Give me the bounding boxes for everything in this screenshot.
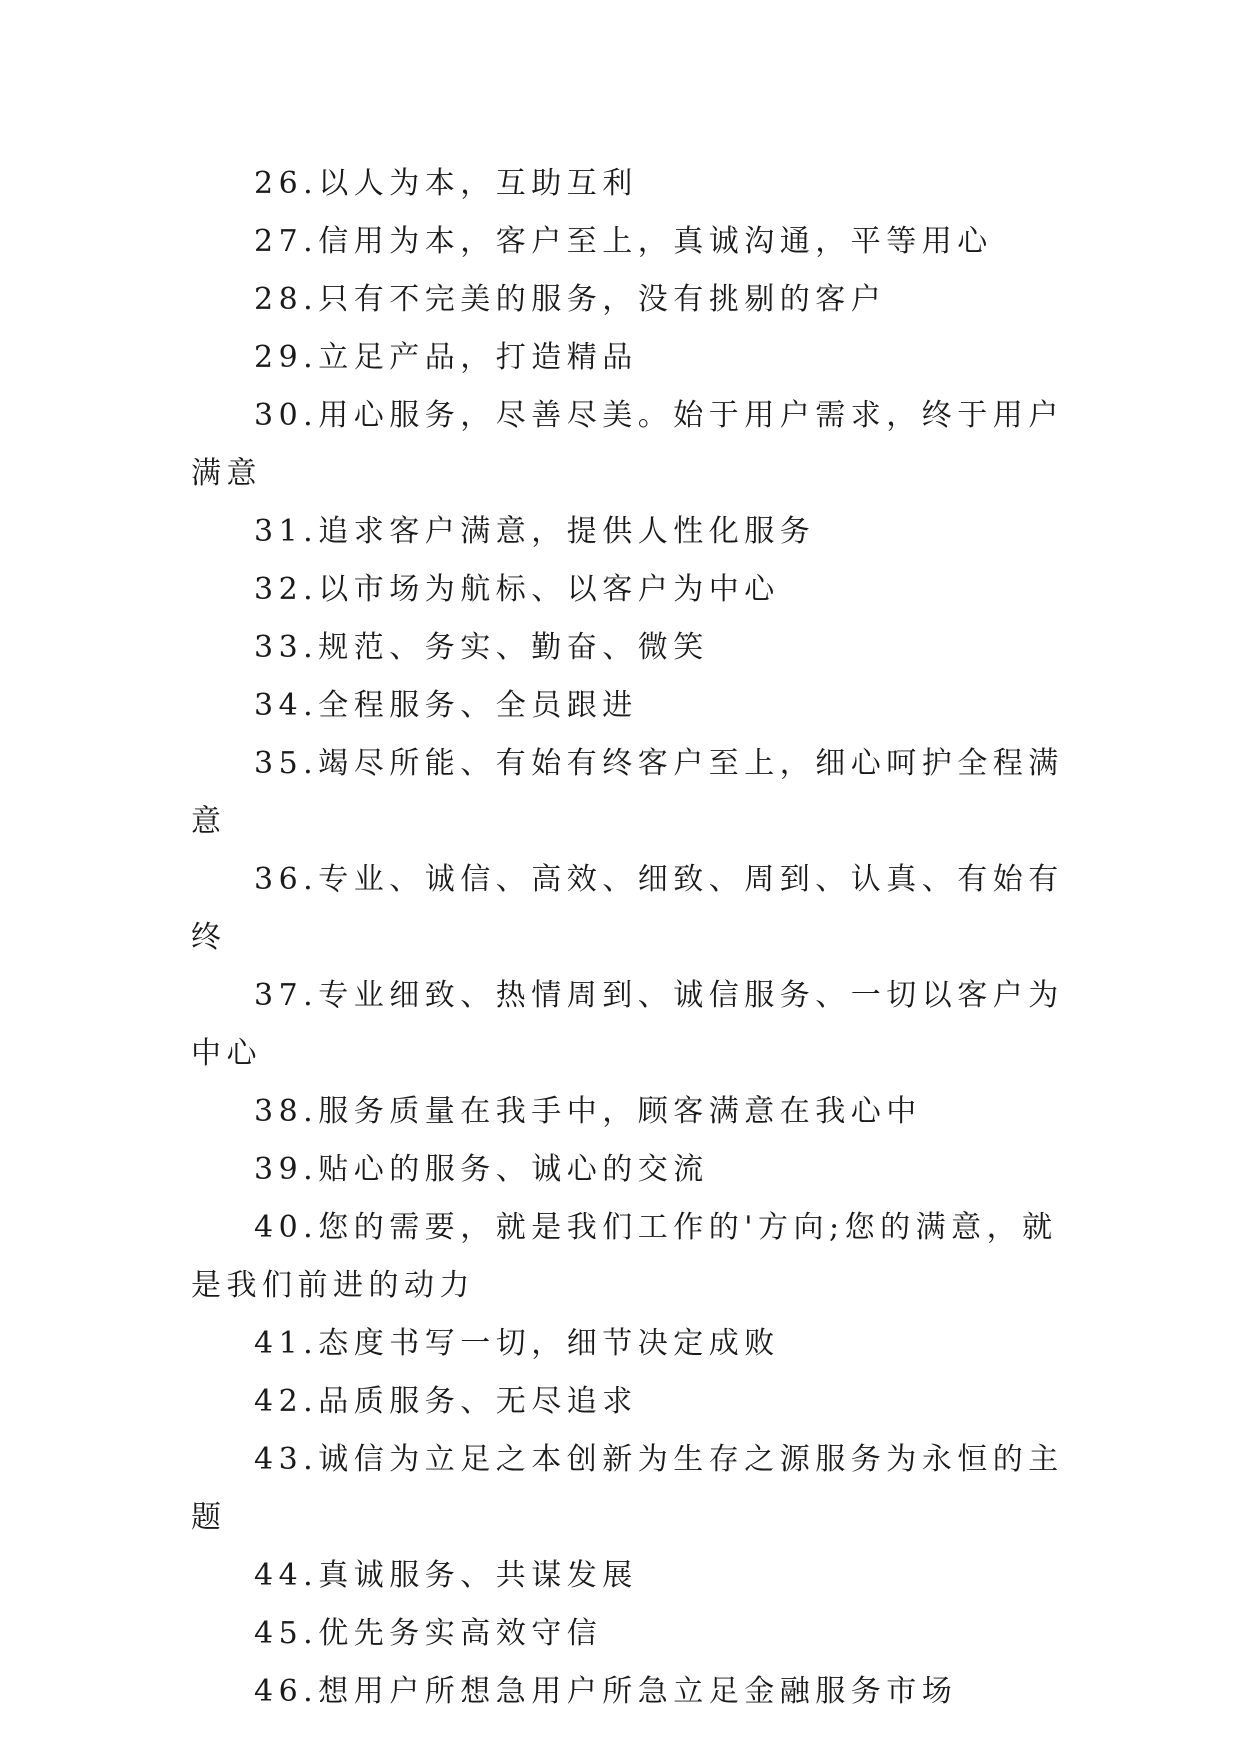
list-item: 38.服务质量在我手中，顾客满意在我心中	[254, 1094, 922, 1129]
list-item: 43.诚信为立足之本创新为生存之源服务为永恒的主题	[191, 1442, 1064, 1535]
list-item: 28.只有不完美的服务，没有挑剔的客户	[254, 282, 887, 317]
list-item: 35.竭尽所能、有始有终客户至上，细心呵护全程满意	[191, 746, 1064, 839]
document-body	[191, 155, 1066, 1721]
list-item: 40.您的需要，就是我们工作的'方向;您的满意，就是我们前进的动力	[191, 1210, 1058, 1303]
list-item: 31.追求客户满意，提供人性化服务	[254, 514, 816, 549]
list-item: 36.专业、诚信、高效、细致、周到、认真、有始有终	[191, 862, 1064, 955]
list-item: 41.态度书写一切，细节决定成败	[254, 1326, 780, 1361]
list-item: 46.想用户所想急用户所急立足金融服务市场	[254, 1674, 958, 1709]
list-item: 30.用心服务，尽善尽美。始于用户需求，终于用户满意	[191, 398, 1064, 491]
list-item: 34.全程服务、全员跟进	[254, 688, 638, 723]
list-item: 27.信用为本，客户至上，真诚沟通，平等用心	[254, 224, 993, 259]
list-item: 37.专业细致、热情周到、诚信服务、一切以客户为中心	[191, 978, 1064, 1071]
list-item: 42.品质服务、无尽追求	[254, 1384, 638, 1419]
list-item: 33.规范、务实、勤奋、微笑	[254, 630, 709, 665]
list-item: 44.真诚服务、共谋发展	[254, 1558, 638, 1593]
list-item: 29.立足产品，打造精品	[254, 340, 638, 375]
list-item: 32.以市场为航标、以客户为中心	[254, 572, 780, 607]
list-item: 26.以人为本，互助互利	[254, 166, 638, 201]
list-item: 45.优先务实高效守信	[254, 1616, 603, 1651]
list-item: 39.贴心的服务、诚心的交流	[254, 1152, 709, 1187]
